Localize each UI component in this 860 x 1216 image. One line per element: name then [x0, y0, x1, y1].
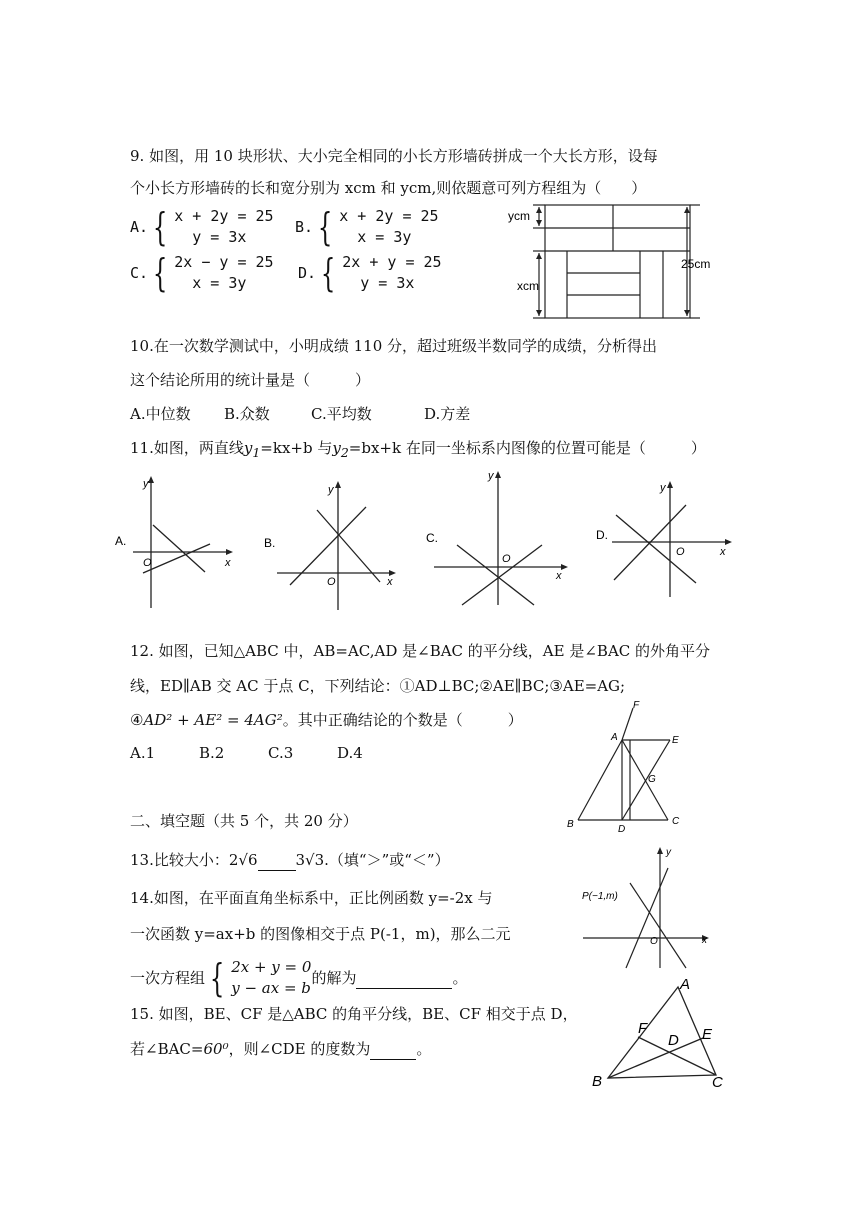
q14-eq1: 2x + y = 0 [231, 958, 312, 976]
q10-option-d: D.方差 [424, 405, 471, 423]
q14-line3-end: 。 [452, 969, 468, 987]
q10-line2: 这个结论所用的统计量是（ ） [130, 371, 371, 389]
q15-line1: 15. 如图，BE、CF 是△ABC 的角平分线，BE、CF 相交于点 D， [130, 1005, 578, 1023]
q9-option-b-eq1: x + 2y = 25 [339, 207, 439, 225]
q14-line3-pre: 一次方程组 [130, 969, 206, 987]
section-2-title: 二、填空题（共 5 个，共 20 分） [130, 812, 358, 830]
graph-c-label: C. [426, 531, 438, 545]
x-axis-label: x [387, 576, 393, 588]
origin-label: O [327, 576, 336, 588]
origin-label: O [650, 936, 658, 947]
y2-symbol: $y_2$ [332, 439, 349, 460]
point-b-label: B [592, 1073, 603, 1090]
origin-label: O [502, 553, 511, 565]
x-axis-label: x [702, 935, 707, 946]
q15-line2-mid: ，则∠CDE 的度数为 [228, 1040, 371, 1058]
q14-system [205, 957, 311, 999]
q13-post: 3√3.（填“＞”或“＜”） [295, 851, 450, 869]
point-f-label: F [633, 700, 640, 711]
q9-option-a-label: A. [130, 218, 149, 236]
y-axis-label: y [488, 470, 494, 482]
q12-option-a: A.1 [130, 744, 156, 762]
xcm-label: xcm [517, 279, 539, 293]
q9-option-b-eq2: x = 3y [357, 228, 412, 246]
q9-option-c-eq2: x = 3y [192, 274, 247, 292]
q15-triangle-figure [588, 975, 738, 1095]
q14-answer-blank[interactable] [356, 968, 452, 989]
q14-line3 [130, 957, 467, 999]
point-e-label: E [672, 735, 679, 746]
q14-line3-mid: 的解为 [311, 969, 357, 987]
y-axis-label: y [328, 484, 334, 496]
q15-angle-value: 60⁰ [203, 1040, 229, 1058]
y-axis-label: y [666, 847, 671, 858]
total-length-label: 25cm [681, 257, 711, 271]
q11-graph-a [113, 470, 243, 610]
point-c-label: C [712, 1074, 723, 1091]
point-c-label: C [672, 816, 680, 827]
graph-b-label: B. [264, 536, 276, 550]
q12-triangle-figure [560, 700, 700, 840]
y-axis-label: y [660, 482, 666, 494]
q9-option-d-eq2: y = 3x [360, 274, 415, 292]
q11-graph-d [594, 475, 739, 600]
graph-a-label: A. [115, 534, 127, 548]
q9-brick-figure [505, 200, 735, 325]
point-g-label: G [648, 774, 656, 785]
q12-line1: 12. 如图，已知△ABC 中，AB=AC,AD 是∠BAC 的平分线，AE 是∠BAC 的外角平分 [130, 642, 711, 660]
point-e-label: E [702, 1026, 713, 1043]
ycm-label: ycm [508, 209, 530, 223]
point-d-label: D [668, 1032, 679, 1049]
q13-line [130, 848, 450, 871]
origin-label: O [143, 557, 152, 569]
brace-icon: { [209, 956, 225, 1000]
graph-d-label: D. [596, 528, 608, 542]
origin-label: O [676, 546, 685, 558]
q10-option-c: C.平均数 [311, 405, 372, 423]
q9-option-a-eq2: y = 3x [192, 228, 247, 246]
q12-line2: 线，ED∥AB 交 AC 于点 C，下列结论：①AD⊥BC;②AE∥BC;③AE=AG; [130, 677, 626, 695]
q9-option-a [130, 206, 274, 248]
q9-option-c-eq1: 2x − y = 25 [174, 253, 274, 271]
brace-icon: { [152, 251, 168, 295]
q12-line3 [130, 709, 523, 731]
q12-option-b: B.2 [199, 744, 225, 762]
q15-line2-pre: 若∠BAC= [130, 1040, 204, 1058]
x-axis-label: x [225, 557, 231, 569]
q14-line1: 14.如图，在平面直角坐标系中，正比例函数 y=-2x 与 [130, 889, 493, 907]
q9-option-b-label: B. [295, 218, 314, 236]
q15-line2-end: 。 [416, 1040, 432, 1058]
q13-pre: 13.比较大小：2√6 [130, 851, 258, 869]
q10-option-a: A.中位数 [130, 405, 191, 423]
q15-line2 [130, 1037, 431, 1060]
q14-line2: 一次函数 y=ax+b 的图像相交于点 P(-1，m)，那么二元 [130, 925, 511, 943]
q11-stem-pre: 11.如图，两直线 [130, 439, 244, 457]
q10-option-b: B.众数 [224, 405, 270, 423]
point-a-label: A [611, 732, 618, 743]
q11-stem-mid1: =kx+b 与 [260, 439, 333, 457]
q9-option-a-eq1: x + 2y = 25 [174, 207, 274, 225]
q9-option-d-label: D. [298, 264, 317, 282]
q9-option-d [298, 252, 442, 294]
q12-marker: ④ [130, 711, 144, 729]
q14-graph [578, 843, 718, 973]
brace-icon: { [152, 205, 168, 249]
q9-option-b [295, 206, 439, 248]
q9-line1: 9. 如图，用 10 块形状、大小完全相同的小长方形墙砖拼成一个大长方形，设每 [130, 147, 658, 165]
point-f-label: F [638, 1020, 648, 1037]
q14-eq2: y − ax = b [231, 979, 311, 997]
y-axis-label: y [143, 478, 149, 490]
point-d-label: D [618, 824, 626, 835]
q9-option-c [130, 252, 274, 294]
point-a-label: A [680, 976, 691, 993]
q11-graph-b [262, 475, 402, 615]
x-axis-label: x [720, 546, 726, 558]
q12-option-c: C.3 [268, 744, 294, 762]
x-axis-label: x [556, 570, 562, 582]
q9-line2: 个小长方形墙砖的长和宽分别为 xcm 和 ycm,则依题意可列方程组为（ ） [130, 179, 647, 197]
brace-icon: { [317, 205, 333, 249]
q9-option-c-label: C. [130, 264, 149, 282]
q12-line3-text: 。其中正确结论的个数是（ ） [282, 711, 523, 729]
q11-stem [130, 437, 706, 464]
q9-option-d-eq1: 2x + y = 25 [342, 253, 442, 271]
q11-stem-mid2: =bx+k 在同一坐标系内图像的位置可能是（ ） [348, 439, 706, 457]
q10-line1: 10.在一次数学测试中，小明成绩 110 分，超过班级半数同学的成绩，分析得出 [130, 337, 658, 355]
q15-answer-blank[interactable] [370, 1037, 416, 1060]
q11-graph-c [422, 465, 572, 610]
point-b-label: B [567, 819, 574, 830]
point-p-label: P(−1,m) [582, 891, 618, 902]
q12-math: AD² + AE² = 4AG² [143, 711, 283, 729]
q12-option-d: D.4 [337, 744, 363, 762]
brace-icon: { [320, 251, 336, 295]
y1-symbol: $y_1$ [243, 439, 261, 460]
q13-answer-blank[interactable] [258, 848, 296, 871]
